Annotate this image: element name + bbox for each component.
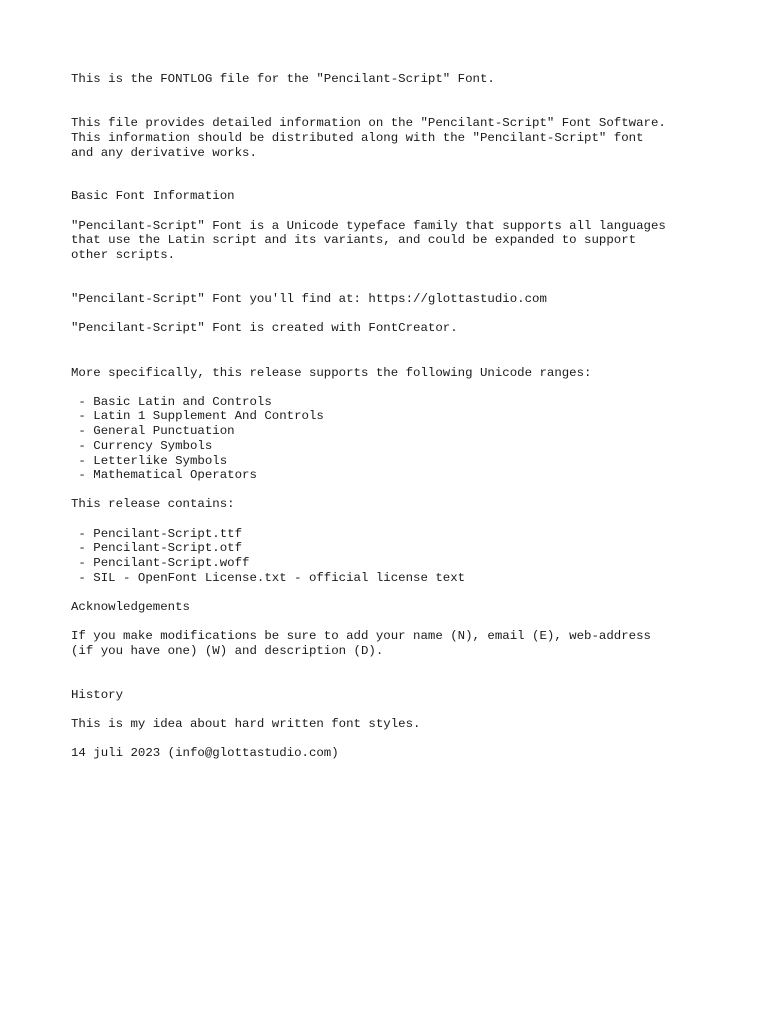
range-item: - General Punctuation [71, 424, 235, 438]
acknowledgements-heading: Acknowledgements [71, 600, 190, 614]
range-item: - Letterlike Symbols [71, 454, 228, 468]
basic-info-line-2: that use the Latin script and its variants, and could be expanded to support [71, 233, 637, 247]
range-item: - Mathematical Operators [71, 468, 257, 482]
history-line: This is my idea about hard written font styles. [71, 717, 421, 731]
release-file-item: - SIL - OpenFont License.txt - official license text [71, 571, 466, 585]
range-item: - Basic Latin and Controls [71, 395, 272, 409]
acknowledgements-line-1: If you make modifications be sure to add your name (N), email (E), web-address [71, 629, 651, 643]
created-with-line: "Pencilant-Script" Font is created with FontCreator. [71, 321, 458, 335]
contains-intro: This release contains: [71, 497, 235, 511]
description-line-1: This file provides detailed information on the "Pencilant-Script" Font Software. [71, 116, 666, 130]
history-heading: History [71, 688, 124, 702]
intro-line: This is the FONTLOG file for the "Pencilant-Script" Font. [71, 72, 495, 86]
ranges-intro: More specifically, this release supports the following Unicode ranges: [71, 366, 592, 380]
signoff-line: 14 juli 2023 (info@glottastudio.com) [71, 746, 339, 760]
release-file-item: - Pencilant-Script.ttf [71, 527, 243, 541]
find-at-line: "Pencilant-Script" Font you'll find at: https://glottastudio.com [71, 292, 547, 306]
basic-info-heading: Basic Font Information [71, 189, 235, 203]
basic-info-line-3: other scripts. [71, 248, 176, 262]
range-item: - Currency Symbols [71, 439, 213, 453]
description-line-2: This information should be distributed along with the "Pencilant-Script" font [71, 131, 644, 145]
basic-info-line-1: "Pencilant-Script" Font is a Unicode typeface family that supports all languages [71, 219, 666, 233]
release-file-item: - Pencilant-Script.otf [71, 541, 243, 555]
description-line-3: and any derivative works. [71, 146, 257, 160]
release-file-item: - Pencilant-Script.woff [71, 556, 250, 570]
acknowledgements-line-2: (if you have one) (W) and description (D). [71, 644, 384, 658]
range-item: - Latin 1 Supplement And Controls [71, 409, 324, 423]
